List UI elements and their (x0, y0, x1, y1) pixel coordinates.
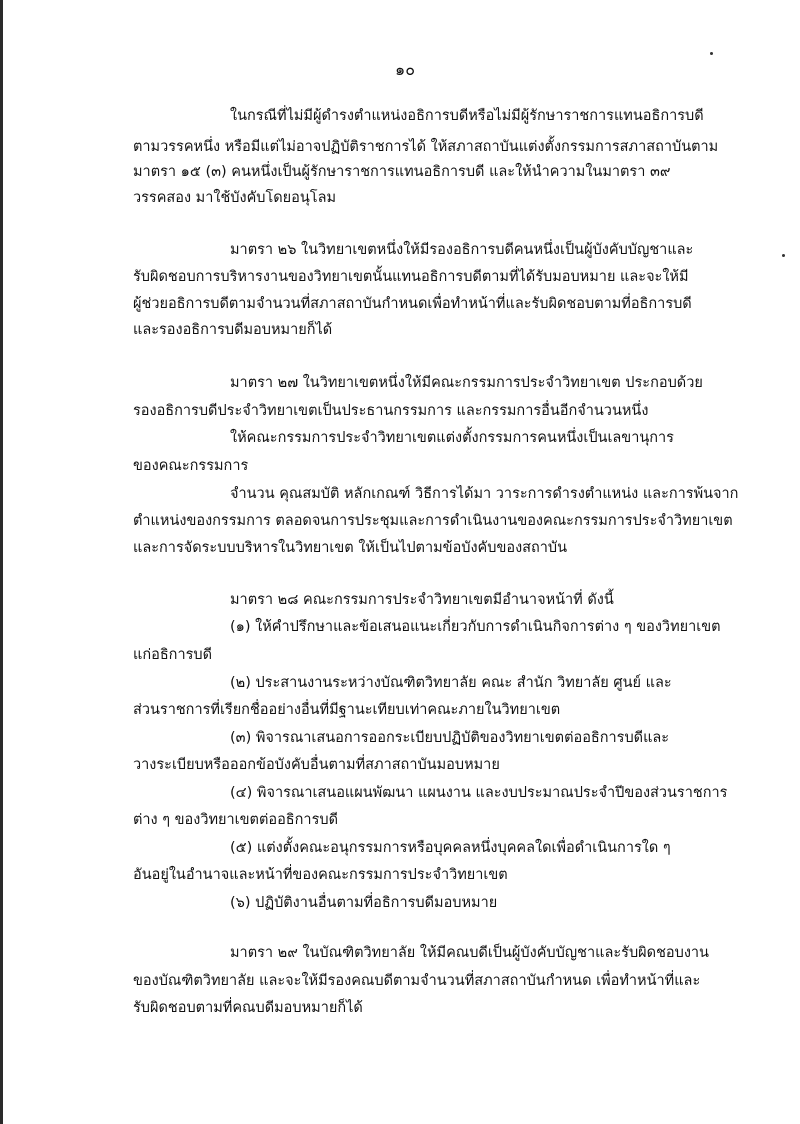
list-item: (๓) พิจารณาเสนอการออกระเบียบปฏิบัติของวิทยาเขตต่ออธิการบดีและ (230, 730, 670, 746)
paragraph-line: ของบัณฑิตวิทยาลัย และจะให้มีรองคณบดีตามจำนวนที่สภาสถาบันกำหนด เพื่อทำหน้าที่และ (133, 973, 701, 989)
section-heading-line: มาตรา ๒๘ คณะกรรมการประจำวิทยาเขตมีอำนาจหน้าที่ ดังนี้ (230, 592, 614, 608)
paragraph-line: และรองอธิการบดีมอบหมายก็ได้ (133, 322, 333, 338)
paragraph-line: รับผิดชอบตามที่คณบดีมอบหมายก็ได้ (133, 1000, 363, 1016)
paragraph-line: ต่าง ๆ ของวิทยาเขตต่ออธิการบดี (133, 812, 338, 828)
scan-border (0, 0, 3, 1124)
scan-speck (710, 52, 713, 55)
paragraph-line: แก่อธิการบดี (133, 647, 213, 663)
paragraph-line: ผู้ช่วยอธิการบดีตามจำนวนที่สภาสถาบันกำหนดเพื่อทำหน้าที่และรับผิดชอบตามที่อธิการบดี (133, 296, 692, 312)
paragraph-line: และการจัดระบบบริหารในวิทยาเขต ให้เป็นไปตามข้อบังคับของสถาบัน (133, 540, 568, 556)
paragraph-line: วรรคสอง มาใช้บังคับโดยอนุโลม (133, 190, 337, 206)
paragraph-line: จำนวน คุณสมบัติ หลักเกณฑ์ วิธีการได้มา วาระการดำรงตำแหน่ง และการพ้นจาก (230, 486, 739, 502)
paragraph-line: รองอธิการบดีประจำวิทยาเขตเป็นประธานกรรมการ และกรรมการอื่นอีกจำนวนหนึ่ง (133, 403, 649, 419)
list-item: (๑) ให้คำปรึกษาและข้อเสนอแนะเกี่ยวกับการดำเนินกิจการต่าง ๆ ของวิทยาเขต (230, 619, 721, 635)
list-item: (๖) ปฏิบัติงานอื่นตามที่อธิการบดีมอบหมาย (230, 895, 498, 911)
paragraph-line: อันอยู่ในอำนาจและหน้าที่ของคณะกรรมการประจำวิทยาเขต (133, 867, 508, 883)
paragraph-line: รับผิดชอบการบริหารงานของวิทยาเขตนั้นแทนอธิการบดีตามที่ได้รับมอบหมาย และจะให้มี (133, 269, 689, 285)
section-heading-line: มาตรา ๒๙ ในบัณฑิตวิทยาลัย ให้มีคณบดีเป็นผู้บังคับบัญชาและรับผิดชอบงาน (230, 945, 709, 961)
list-item: (๔) พิจารณาเสนอแผนพัฒนา แผนงาน และงบประมาณประจำปีของส่วนราชการ (230, 785, 728, 801)
paragraph-line: ตามวรรคหนึ่ง หรือมีแต่ไม่อาจปฏิบัติราชการได้ ให้สภาสถาบันแต่งตั้งกรรมการสภาสถาบันตาม (133, 139, 719, 155)
paragraph-line: ในกรณีที่ไม่มีผู้ดำรงตำแหน่งอธิการบดีหรือไม่มีผู้รักษาราชการแทนอธิการบดี (230, 108, 704, 124)
paragraph-line: มาตรา ๑๕ (๓) คนหนึ่งเป็นผู้รักษาราชการแทนอธิการบดี และให้นำความในมาตรา ๓๙ (133, 164, 671, 180)
scan-speck (782, 254, 785, 257)
page-number: ๑๐ (395, 60, 415, 79)
section-heading-line: มาตรา ๒๗ ในวิทยาเขตหนึ่งให้มีคณะกรรมการประจำวิทยาเขต ประกอบด้วย (230, 375, 703, 391)
list-item: (๕) แต่งตั้งคณะอนุกรรมการหรือบุคคลหนึ่งบุคคลใดเพื่อดำเนินการใด ๆ (230, 840, 671, 856)
paragraph-line: ให้คณะกรรมการประจำวิทยาเขตแต่งตั้งกรรมการคนหนึ่งเป็นเลขานุการ (230, 430, 674, 446)
paragraph-line: วางระเบียบหรือออกข้อบังคับอื่นตามที่สภาสถาบันมอบหมาย (133, 757, 500, 773)
paragraph-line: ส่วนราชการที่เรียกชื่ออย่างอื่นที่มีฐานะเทียบเท่าคณะภายในวิทยาเขต (133, 702, 561, 718)
section-heading-line: มาตรา ๒๖ ในวิทยาเขตหนึ่งให้มีรองอธิการบดีคนหนึ่งเป็นผู้บังคับบัญชาและ (230, 242, 694, 258)
paragraph-line: ตำแหน่งของกรรมการ ตลอดจนการประชุมและการดำเนินงานของคณะกรรมการประจำวิทยาเขต (133, 513, 733, 529)
paragraph-line: ของคณะกรรมการ (133, 458, 249, 474)
list-item: (๒) ประสานงานระหว่างบัณฑิตวิทยาลัย คณะ สำนัก วิทยาลัย ศูนย์ และ (230, 675, 672, 691)
